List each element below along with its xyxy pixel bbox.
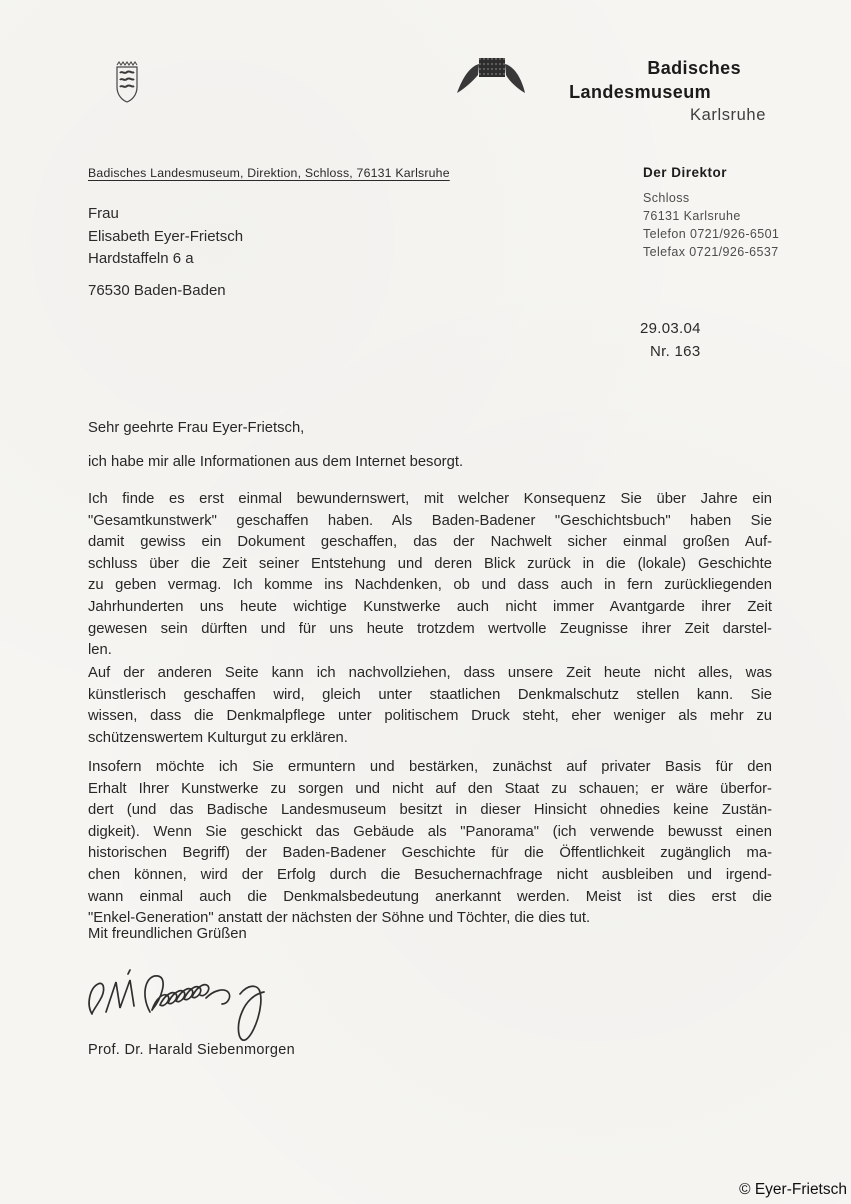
letter-date: 29.03.04 [640, 320, 701, 337]
letter-number: Nr. 163 [650, 343, 701, 360]
coat-of-arms-icon [114, 58, 140, 104]
recipient-street: Hardstaffeln 6 a [88, 250, 194, 267]
recipient-name: Elisabeth Eyer-Frietsch [88, 228, 244, 245]
body-line: len. [88, 642, 112, 659]
body-line: chen können, wird der Erfolg durch die Besuchernachfrage nicht ausbleiben und irgend- [88, 866, 772, 883]
intro-sentence: ich habe mir alle Informationen aus dem Internet besorgt. [88, 454, 464, 470]
recipient-salutation-line: Frau [88, 205, 119, 222]
body-line: historischen Begriff) der Baden-Badener Geschichte für die Öffentlichkeit zugänglich ma- [88, 845, 772, 862]
sender-return-address: Badisches Landesmuseum, Direktion, Schloss, 76131 Karlsruhe [88, 166, 450, 180]
body-line: zu geben vermag. Ich komme ins Nachdenken, ob und dass auch in fern zurückliegenden [88, 577, 772, 594]
body-line: "Enkel-Generation" anstatt der nächsten der Söhne und Töchter, die dies tut. [88, 910, 591, 927]
closing-formula: Mit freundlichen Grüßen [88, 926, 247, 942]
letterhead-org-name-line1: Badisches [647, 58, 741, 78]
salutation: Sehr geehrte Frau Eyer-Frietsch, [88, 420, 305, 436]
paragraph-3 [88, 757, 772, 930]
body-line: Ich finde es erst einmal bewundernswert, mit welcher Konsequenz Sie über Jahre ein [88, 491, 772, 507]
letterhead-city: Karlsruhe [689, 106, 766, 124]
body-line: wann einmal auch die Denkmalsbedeutung anerkannt werden. Meist ist dies erst die [88, 888, 772, 905]
body-line: gewesen sein dürften und für uns heute trotzdem wertvolle Zeugnisse ihrer Zeit darstel- [88, 620, 772, 637]
body-line: "Gesamtkunstwerk" geschaffen haben. Als Baden-Badener "Geschichtsbuch" haben Sie [88, 512, 772, 529]
body-line: Jahrhunderten uns heute wichtige Kunstwerke auch nicht immer Avantgarde ihrer Zeit [88, 598, 772, 615]
signer-name: Prof. Dr. Harald Siebenmorgen [88, 1042, 295, 1058]
body-line: Auf der anderen Seite kann ich nachvollziehen, dass unsere Zeit heute nicht alles, was [88, 665, 772, 681]
contact-address-line1: Schloss [643, 191, 690, 205]
body-line: digkeit). Wenn Sie geschickt das Gebäude als "Panorama" (ich verwende bewusst einen [88, 823, 772, 840]
paragraph-2 [88, 663, 772, 749]
copyright-credit: © Eyer-Frietsch [739, 1181, 847, 1198]
letterhead-org-name-line2: Landesmuseum [569, 82, 711, 102]
recipient-city: 76530 Baden-Baden [88, 282, 226, 299]
body-line: damit gewiss ein Dokument geschaffen, das der Nachwelt sicher einmal großen Auf- [88, 534, 772, 551]
paragraph-1 [88, 489, 772, 662]
contact-address-line2: 76131 Karlsruhe [643, 209, 741, 223]
body-line: dert (und das Badische Landesmuseum besitzt in dieser Hinsicht ohnedies keine Zustän- [88, 802, 772, 819]
body-line: künstlerisch geschaffen wird, gleich unter staatlichen Denkmalschutz stellen kann. Sie [88, 686, 772, 703]
handwritten-signature [82, 956, 314, 1048]
body-line: schluss über die Zeit seiner Entstehung und deren Blick zurück in die (lokale) Geschichte [88, 555, 772, 572]
contact-title: Der Direktor [643, 165, 728, 180]
body-line: Insofern möchte ich Sie ermuntern und bestärken, zunächst auf privater Basis für den [88, 759, 772, 775]
body-line: schützenswertem Kulturgut zu erklären. [88, 729, 348, 746]
body-line: wissen, dass die Denkmalpflege unter politischem Druck steht, eher weniger als mehr zu [88, 708, 772, 725]
contact-phone: Telefon 0721/926-6501 [643, 227, 780, 241]
contact-fax: Telefax 0721/926-6537 [643, 245, 779, 259]
body-line: Erhalt Ihrer Kunstwerke zu sorgen und nicht auf den Staat zu schauen; er wäre überfor- [88, 780, 772, 797]
museum-crown-logo-icon [455, 55, 527, 99]
